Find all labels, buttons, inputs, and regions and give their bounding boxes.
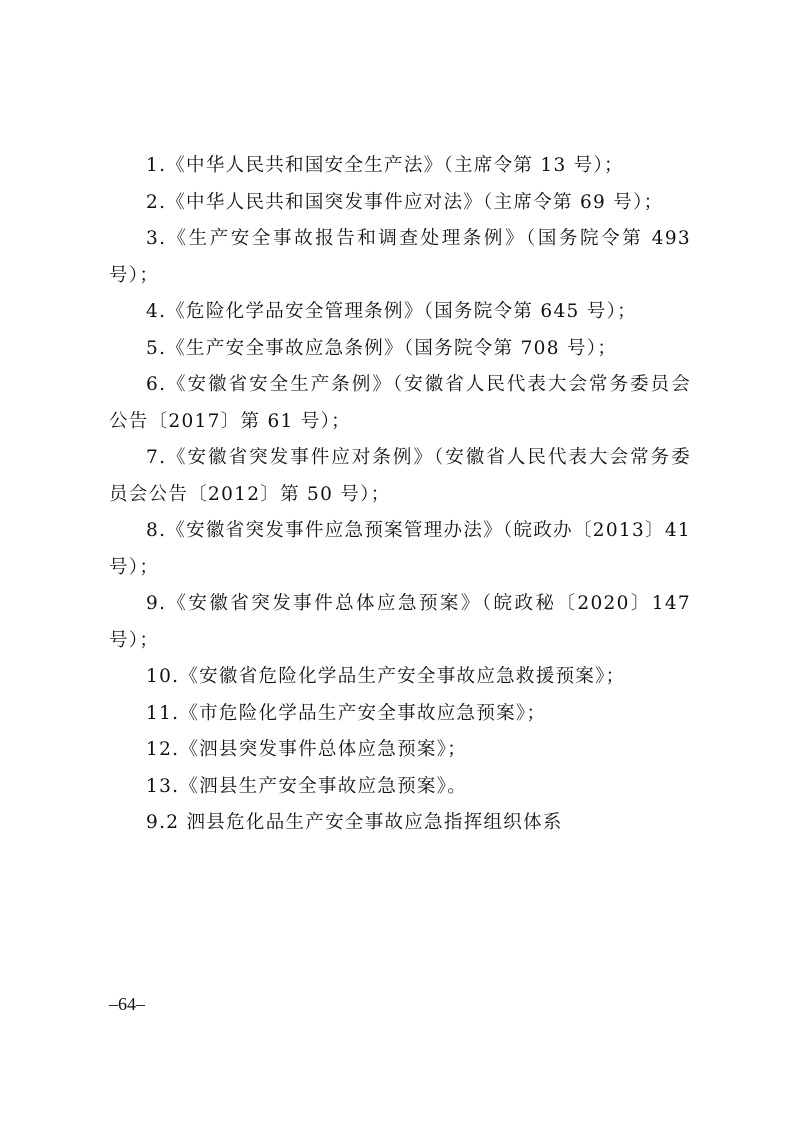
reference-item-13: 13.《泗县生产安全事故应急预案》。 bbox=[146, 775, 468, 797]
reference-item-10: 10.《安徽省危险化学品生产安全事故应急救援预案》； bbox=[146, 666, 626, 687]
reference-item-9: 9.《安徽省突发事件总体应急预案》（皖政秘〔2020〕147 号）； bbox=[109, 593, 691, 651]
reference-item-4: 4.《危险化学品安全管理条例》（国务院令第 645 号）； bbox=[146, 301, 637, 322]
page-number: –64– bbox=[109, 994, 145, 1014]
page-content bbox=[109, 148, 691, 842]
reference-item-6: 6.《安徽省安全生产条例》（安徽省人民代表大会常务委员会公告〔2017〕第 61 号）； bbox=[109, 374, 691, 432]
reference-item-3: 3.《生产安全事故报告和调查处理条例》（国务院令第 493 号）； bbox=[109, 228, 691, 286]
reference-item-1: 1.《中华人民共和国安全生产法》（主席令第 13 号）； bbox=[146, 155, 624, 176]
section-heading: 9.2 泗县危化品生产安全事故应急指挥组织体系 bbox=[146, 812, 563, 833]
reference-item-12: 12.《泗县突发事件总体应急预案》； bbox=[146, 739, 468, 760]
reference-item-11: 11.《市危险化学品生产安全事故应急预案》； bbox=[146, 702, 547, 724]
reference-item-7: 7.《安徽省突发事件应对条例》（安徽省人民代表大会常务委员会公告〔2012〕第 50 号）； bbox=[109, 447, 691, 505]
reference-item-5: 5.《生产安全事故应急条例》（国务院令第 708 号）； bbox=[146, 337, 618, 359]
reference-item-8: 8.《安徽省突发事件应急预案管理办法》（皖政办〔2013〕41 号）； bbox=[109, 520, 691, 578]
reference-item-2: 2.《中华人民共和国突发事件应对法》（主席令第 69 号）； bbox=[146, 191, 664, 213]
